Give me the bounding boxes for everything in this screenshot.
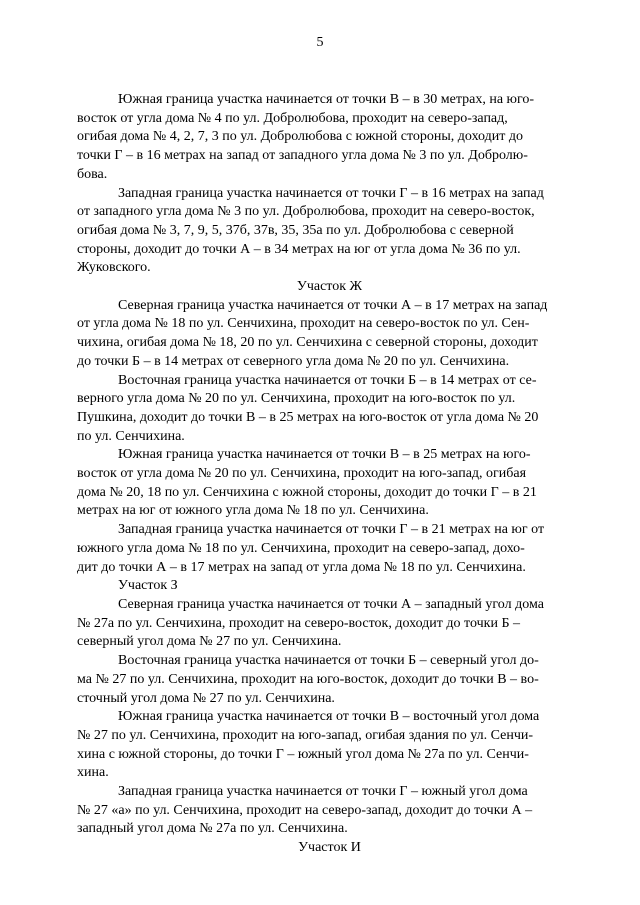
- paragraph-south-boundary-zh: Южная граница участка начинается от точки В – в 25 метрах на юго- восток от угла дома № 20 по ул. Сенчихина, проходит на юго-запад, огибая дома № 20, 18 по ул. Сенчихина с южной стороны, доходит до точки Г – в 21 метрах на юг от южного угла дома № 18 по ул. Сенчихина.: [77, 447, 537, 519]
- section-heading-i: Участок И: [298, 840, 361, 856]
- paragraph-east-boundary-z: Восточная граница участка начинается от точки Б – северный угол до- ма № 27 по ул. Сенчихина, проходит на юго-восток, доходит до точки В – во- сточный угол дома № 27 по ул. Сенчихина.: [77, 653, 539, 706]
- page-number: 5: [316, 35, 324, 50]
- paragraph-east-boundary-zh: Восточная граница участка начинается от точки Б – в 14 метрах от се- верного угла дома № 20 по ул. Сенчихина, проходит на юго-восток по ул. Пушкина, доходит до точки В – в 25 метрах на юго-восток от угла дома № 20 по ул. Сенчихина.: [77, 372, 539, 444]
- paragraph-south-boundary-z: Южная граница участка начинается от точки В – восточный угол дома № 27 по ул. Сенчихина, проходит на юго-запад, огибая здания по ул. Сенчи- хина с южной стороны, до точки Г – южный угол дома № 27а по ул. Сенчи- хина.: [77, 709, 540, 781]
- paragraph-west-boundary-e: Западная граница участка начинается от точки Г – в 16 метрах на запад от западного угла дома № 3 по ул. Добролюбова, проходит на северо-восток, огибая дома № 3, 7, 9, 5, 37б, 37в, 35, 35а по ул. Добролюбова с северной стороны, доходит до точки А – в 34 метрах на юг от угла дома № 36 по ул. Жуковского.: [77, 185, 544, 276]
- paragraph-west-boundary-z: Западная граница участка начинается от точки Г – южный угол дома № 27 «а» по ул. Сенчихина, проходит на северо-запад, доходит до точки А – западный угол дома № 27а по ул. Сенчихина.: [77, 784, 533, 837]
- section-heading-z: Участок З: [118, 578, 178, 594]
- paragraph-north-boundary-zh: Северная граница участка начинается от точки А – в 17 метрах на запад от угла дома № 18 по ул. Сенчихина, проходит на северо-восток по ул. Сен- чихина, огибая дома № 18, 20 по ул. Сенчихина с северной стороны, доходит до точки Б – в 14 метрах от северного угла дома № 20 по ул. Сенчихина.: [77, 297, 548, 369]
- document-body: [77, 91, 582, 858]
- paragraph-west-boundary-zh: Западная граница участка начинается от точки Г – в 21 метрах на юг от южного угла дома № 18 по ул. Сенчихина, проходит на северо-запад, дохо- дит до точки А – в 17 метрах на запад от угла дома № 18 по ул. Сенчихина.: [77, 522, 545, 575]
- paragraph-south-boundary-e: Южная граница участка начинается от точки В – в 30 метрах, на юго- восток от угла дома № 4 по ул. Добролюбова, проходит на северо-запад, огибая дома № 4, 2, 7, 3 по ул. Добролюбова с южной стороны, доходит до точки Г – в 16 метрах на запад от западного угла дома № 3 по ул. Добролю- бова.: [77, 92, 535, 182]
- paragraph-north-boundary-z: Северная граница участка начинается от точки А – западный угол дома № 27а по ул. Сенчихина, проходит на северо-восток, доходит до точки Б – северный угол дома № 27 по ул. Сенчихина.: [77, 596, 544, 650]
- section-heading-zh: Участок Ж: [296, 279, 363, 295]
